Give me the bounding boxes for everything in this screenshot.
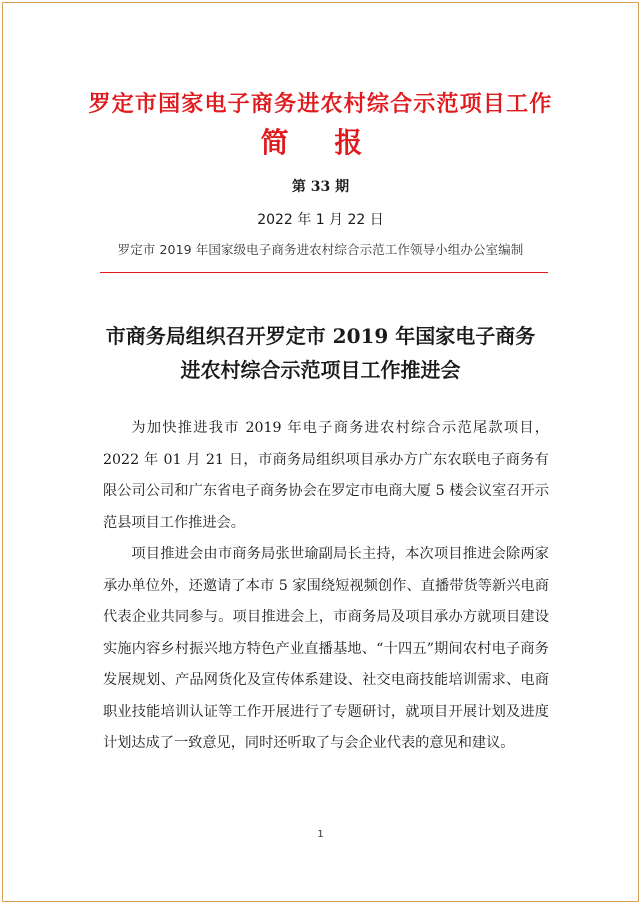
document-page — [2, 2, 639, 902]
article-title-line-2: 进农村综合示范项目工作推进会 — [180, 358, 461, 382]
issue-date: 2022 年 1 月 22 日 — [257, 212, 384, 228]
editor-line: 罗定市 2019 年国家级电子商务进农村综合示范工作领导小组办公室编制 — [117, 242, 524, 257]
paragraph: 项目推进会由市商务局张世瑜副局长主持，本次项目推进会除两家承办单位外，还邀请了本市 5 家围绕短视频创作、直播带货等新兴电商代表企业共同参与。项目推进会上，市商务局及项目承办方就项目建设实施内容乡村振兴地方特色产业直播基地、“十四五”期间农村电子商务发展规划、产品网货化及宣传体系建设、社交电商技能培训需求、电商职业技能培训认证等工作开展进行了专题研讨，就项目开展计划及进度计划达成了一致意见，同时还听取了与会企业代表的意见和建议。 — [103, 546, 549, 751]
bulletin-type: 简 报 — [260, 126, 381, 159]
paragraph: 为加快推进我市 2019 年电子商务进农村综合示范尾款项目，2022 年 01 月 21 日，市商务局组织项目承办方广东农联电子商务有限公司公司和广东省电子商务协会在罗定市电商大厦 5 楼会议室召开示范县项目工作推进会。 — [103, 420, 549, 531]
header-divider — [100, 272, 548, 273]
article-title-line-1: 市商务局组织召开罗定市 2019 年国家电子商务 — [105, 324, 536, 348]
page-number: 1 — [317, 829, 324, 840]
bulletin-org-title: 罗定市国家电子商务进农村综合示范项目工作 — [88, 91, 553, 117]
article-body — [103, 413, 549, 760]
article-title — [63, 319, 578, 387]
issue-number: 第 33 期 — [291, 179, 350, 195]
